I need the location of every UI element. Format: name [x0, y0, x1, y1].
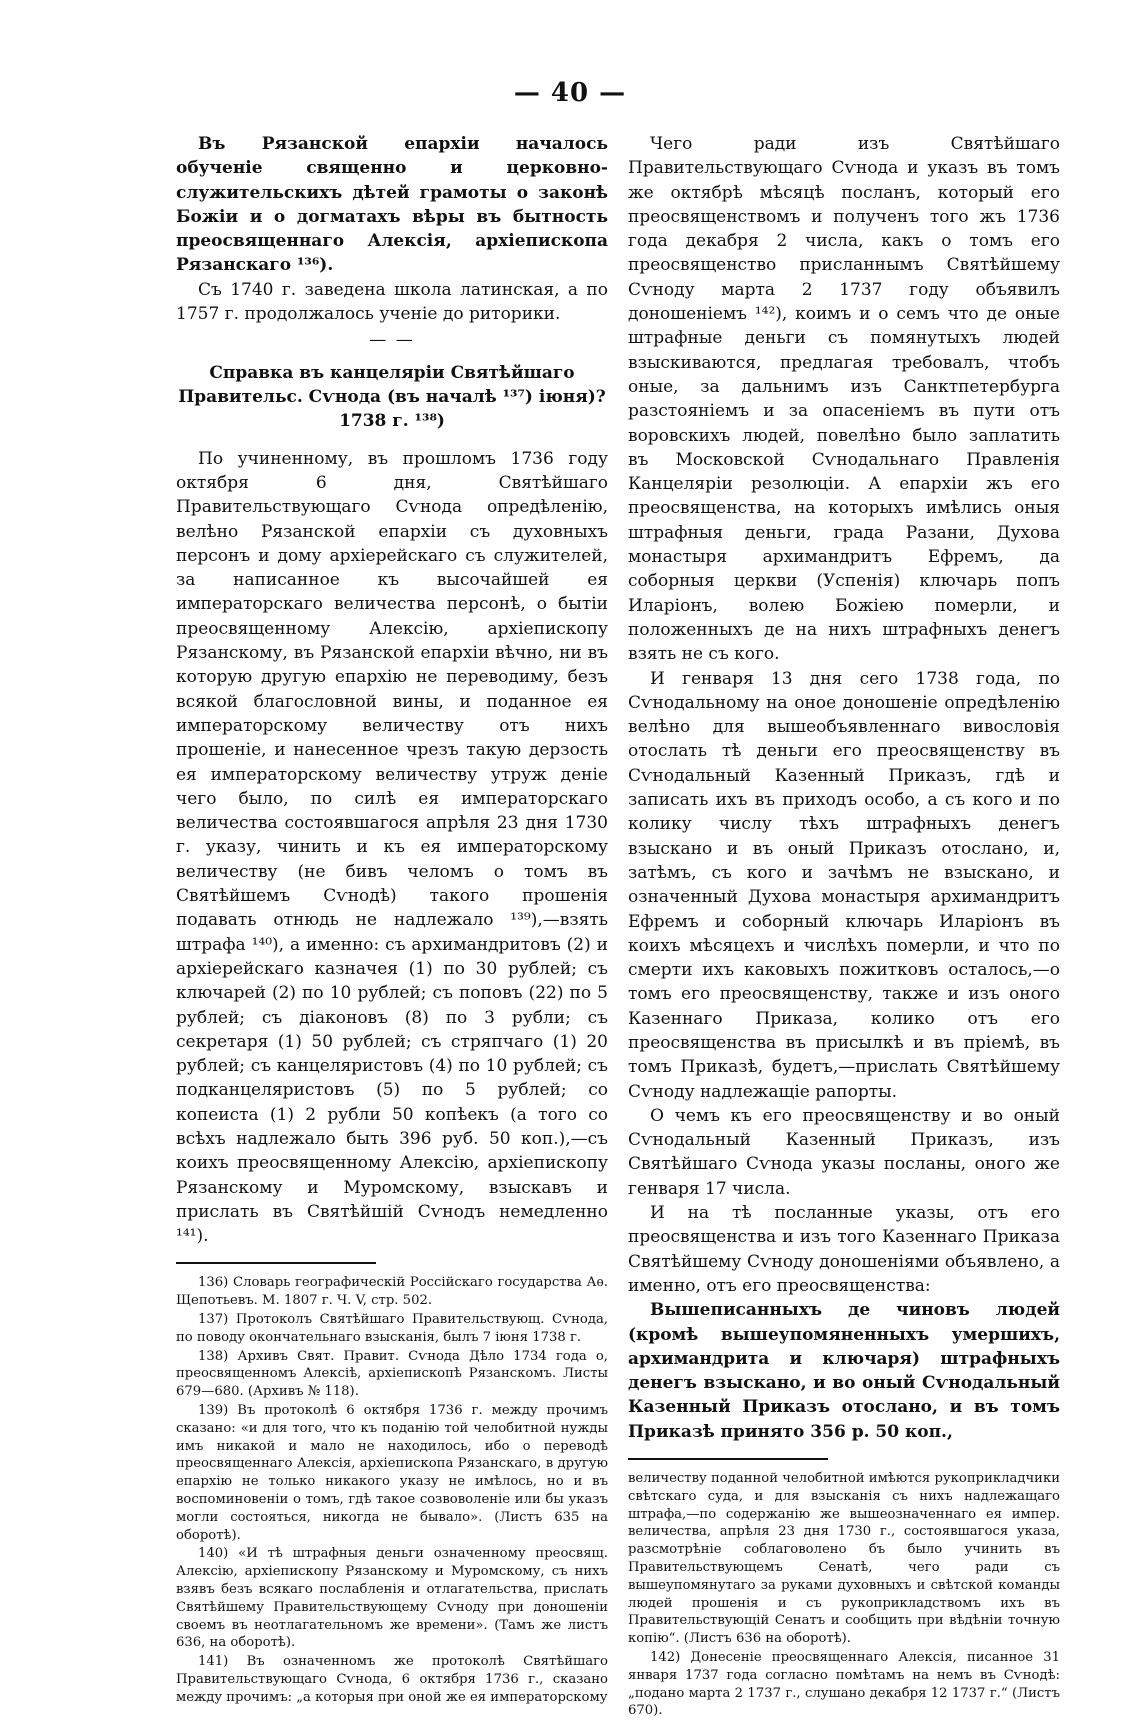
- body-paragraph-1: Чего ради изъ Святѣйшаго Правительствующаго Сѵнода и указъ въ томъ же октябрѣ мѣсяцѣ посланъ, который его преосвященствомъ и полученъ того жъ 1736 года декабря 2 числа, какъ о томъ его преосвященство присланнымъ Святѣйшему Сѵноду марта 2 1737 году объявилъ доношеніемъ ¹⁴²), коимъ и о семъ что де оные штрафные деньги съ помянутыхъ людей взыскиваются, предлагая требовалъ, чтобъ оные, за дальнимъ изъ Санктпетербурга разстояніемъ и за опасеніемъ въ пути отъ воровскихъ людей, повелѣно было заплатить въ Московской Сѵнодальнаго Правленія Канцеляріи резолюціи. А епархіи жъ его преосвященства, на которыхъ имѣлись оныя штрафныя деньги, града Разани, Духова монастыря архимандритъ Ефремъ, да соборныя церкви (Успенія) ключарь попъ Иларіонъ, волею Божіею померли, и положенныхъ де на нихъ штрафныхъ денегъ взять не съ кого.: [628, 134, 1060, 665]
- footnote-142: 142) Донесеніе преосвященнаго Алексія, писанное 31 января 1737 года согласно помѣтамъ на немъ въ Сѵнодѣ: „подано марта 2 1737 г., слушано декабря 12 1737 г.“ (Листъ 670).: [628, 1650, 1060, 1719]
- footnote-140: 140) «И тѣ штрафныя деньги означенному преосвящ. Алексію, архіепископу Рязанскому и Муромскому, съ нихъ взявъ безъ всякаго послабленія и отлагательства, прислать Святѣйшему Правительствующему Сѵноду при доношеніи своемъ въ неотлагательномъ же времени». (Тамъ же листъ 636, на оборотѣ).: [176, 1546, 608, 1651]
- page-number: — 40 —: [513, 78, 627, 108]
- body-paragraph-4: И на тѣ посланные указы, отъ его преосвященства и изъ того Казеннаго Приказа Святѣйшему Сѵноду доношеніями объявлено, а именно, отъ его преосвященства:: [628, 1203, 1060, 1296]
- section-separator: — —: [369, 330, 415, 351]
- body-paragraph-5: Вышеписанныхъ де чиновъ людей (кромѣ вышеупомяненныхъ умершихъ, архимандрита и ключаря) штрафныхъ денегъ взыскано, и во оный Сѵнодальный Казенный Приказъ отослано, и въ томъ Приказѣ принято 356 р. 50 коп.,: [628, 1300, 1060, 1442]
- footnote-136: 136) Словарь географическій Россійскаго государства Аѳ. Щепотьевъ. М. 1807 г. Ч. V, стр. 502.: [176, 1275, 608, 1309]
- school-paragraph: Съ 1740 г. заведена школа латинская, а по 1757 г. продолжалось ученіе до риторики.: [176, 279, 608, 325]
- right-column: [628, 132, 1060, 1721]
- body-paragraph-2: И генваря 13 дня сего 1738 года, по Сѵнодальному на оное доношеніе опредѣленію велѣно для вышеобъявленнаго вивословія отослать тѣ деньги его преосвященству въ Сѵнодальный Казенный Приказъ, гдѣ и записать ихъ въ приходъ особо, а съ кого и по колику числу тѣхъ штрафныхъ денегъ взыскано и въ оный Приказъ отослано, и, затѣмъ, съ кого и зачѣмъ не взыскано, и означенный Духова монастыря архимандритъ Ефремъ и соборный ключарь Иларіонъ въ коихъ мѣсяцехъ и числѣхъ померли, и что по смерти ихъ каковыхъ пожитковъ осталось,—о томъ его преосвященству, также и изъ оного Казеннаго Приказа, колико отъ его преосвященства въ присылкѣ и въ пріемѣ, въ томъ Приказѣ, будетъ,—прислать Святѣйшему Сѵноду надлежащіе рапорты.: [628, 668, 1060, 1102]
- footnote-141: 141) Въ означенномъ же протоколѣ Святѣйшаго Правительствующаго Сѵнода, 6 октября 1736 г., сказано между прочимъ: „а которыя при оной же ея императорскому: [176, 1654, 608, 1705]
- footnotes-right: [628, 1470, 1060, 1720]
- main-paragraph: По учиненному, въ прошломъ 1736 году октября 6 дня, Святѣйшаго Правительствующаго Сѵнода опредѣленію, велѣно Рязанской епархіи съ духовныхъ персонъ и дому архіерейскаго съ служителей, за написанное къ высочайшей ея императорскаго величества персонѣ, о бытіи преосвященному Алексію, архіепископу Рязанскому, въ Рязанской епархіи вѣчно, ни въ которую другую епархію не переводиму, безъ всякой благословной вины, и поданное ея императорскому величеству отъ нихъ прошеніе, и нанесенное чрезъ такую дерзость ея императорскому величеству утруж деніе чего было, по силѣ ея императорскаго величества состоявшагося апрѣля 23 дня 1730 г. указу, чинить и къ ея императорскому величеству (не бивъ челомъ о томъ въ Святѣйшемъ Сѵнодѣ) такого прошенія подавать отнюдь не надлежало ¹³⁹),—взять штрафа ¹⁴⁰), а именно: съ архимандритовъ (2) и архіерейскаго казначея (1) по 30 рублей; съ ключарей (2) по 10 рублей; съ поповъ (22) по 5 рублей; съ діаконовъ (8) по 3 рубли; съ секретаря (1) 50 рублей; съ стряпчаго (1) 20 рублей; съ канцеляристовъ (4) по 10 рублей; съ подканцеляристовъ (5) по 5 рублей; со копеиста (1) 2 рубли 50 копѣекъ (а того со всѣхъ надлежало быть 396 руб. 50 коп.),—съ коихъ преосвященному Алексію, архіепископу Рязанскому и Муромскому, взыскавъ и прислать въ Святѣйшій Сѵнодъ немедленно ¹⁴¹).: [176, 448, 608, 1247]
- body-paragraph-3: О чемъ къ его преосвященству и во оный Сѵнодальный Казенный Приказъ, изъ Святѣйшаго Сѵнода указы посланы, оного же генваря 17 числа.: [628, 1105, 1060, 1199]
- footnote-rule-right: [628, 1458, 828, 1460]
- footnote-141-continuation: величеству поданной челобитной имѣются рукоприкладчики свѣтскаго суда, и для взысканія съ нихъ надлежащаго штрафа,—по содержанію же вышеозначеннаго ея импер. величества, апрѣля 23 дня 1730 г., состоявшагося указа, разсмотрѣніе соблаговолено бъ было учинить въ Правительствующемъ Сенатѣ, чего ради съ вышеупомянутаго за руками духовныхъ и свѣтской команды людей прошенія и съ рукоприкладствомъ ихъ въ Правительствующій Сенатъ и сообщить при вѣдѣніи точную копію“. (Листъ 636 на оборотѣ).: [628, 1471, 1060, 1647]
- footnote-137: 137) Протоколъ Святѣйшаго Правительствующ. Сѵнода, по поводу окончательнаго взысканія, былъ 7 іюня 1738 г.: [176, 1312, 608, 1345]
- footnotes-left: [176, 1274, 608, 1706]
- footnote-139: 139) Въ протоколѣ 6 октября 1736 г. между прочимъ сказано: «и для того, что къ поданію той челобитной нужды имъ никакой и мало не находилось, ибо о переводѣ преосвященнаго Алексія, архіепископа Рязанскаго, в другую епархію не только никакого указу не имѣлось, но и въ воспоминовеніи о томъ, гдѣ такое созвоволеніе или бы указъ могли состояться, никогда не бывало». (Листъ 635 на оборотѣ).: [176, 1403, 608, 1543]
- footnote-rule: [176, 1262, 376, 1264]
- left-column: [176, 132, 608, 1708]
- intro-paragraph: Въ Рязанской епархіи началось обученіе священно и церковно-служительскихъ дѣтей грамоты о законѣ Божіи и о догматахъ вѣры въ бытность преосвященнаго Алексія, архіепископа Рязанскаго ¹³⁶).: [176, 134, 608, 276]
- footnote-138: 138) Архивъ Свят. Правит. Сѵнода Дѣло 1734 года о, преосвященномъ Алексіѣ, архіепископѣ Рязанскомъ. Листы 679—680. (Архивъ № 118).: [176, 1348, 608, 1400]
- section-heading: Справка въ канцеляріи Святѣйшаго Правительс. Сѵнода (въ началѣ ¹³⁷) іюня)? 1738 г. ¹³⁸): [178, 362, 606, 431]
